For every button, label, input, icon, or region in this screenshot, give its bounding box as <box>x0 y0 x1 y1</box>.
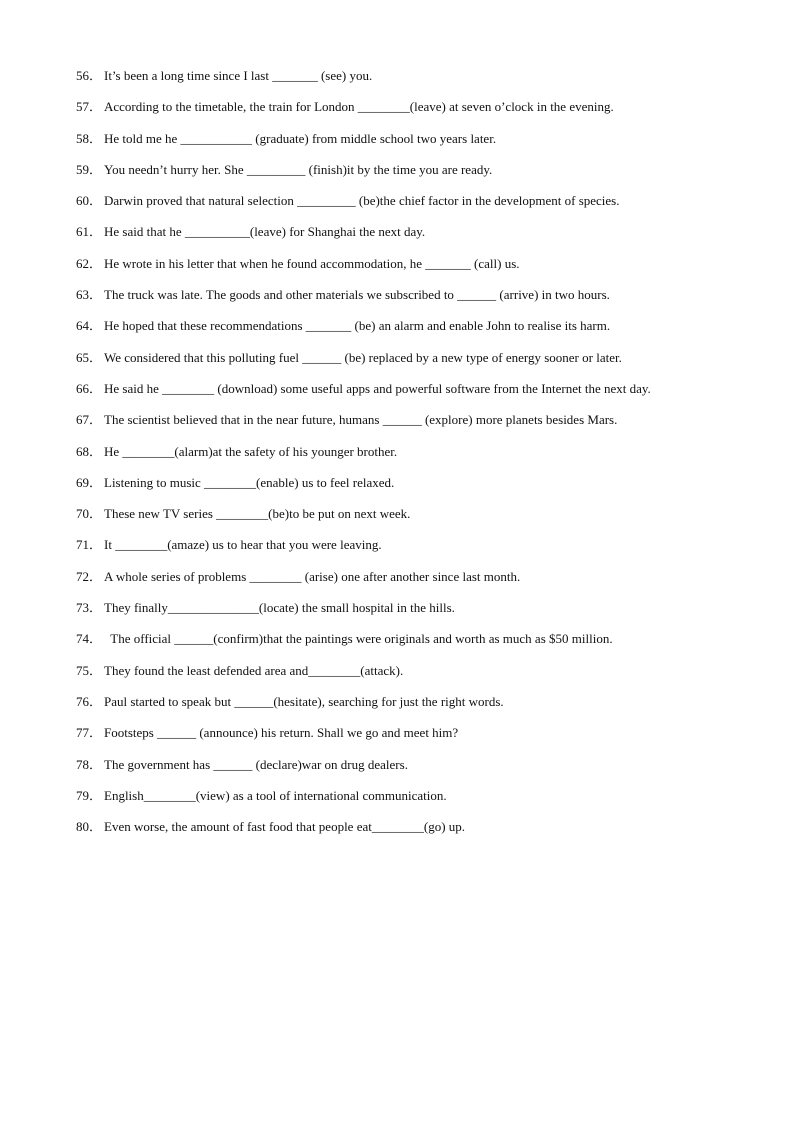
question-number: 67． <box>76 412 103 428</box>
question-67 <box>76 410 776 441</box>
question-78 <box>76 755 776 786</box>
question-text: They found the least defended area and________(attack). <box>104 662 404 678</box>
question-71 <box>76 535 776 566</box>
question-number: 61． <box>76 224 103 240</box>
question-number: 64． <box>76 318 103 334</box>
question-number: 60． <box>76 193 103 209</box>
question-76 <box>76 692 776 723</box>
question-57 <box>76 97 776 128</box>
question-text: The official ______(confirm)that the paintings were originals and worth as much as $50 million. <box>104 631 613 647</box>
question-60 <box>76 191 776 222</box>
question-59 <box>76 160 776 191</box>
question-number: 75． <box>76 662 103 678</box>
question-number: 65． <box>76 349 103 365</box>
question-number: 80． <box>76 819 103 835</box>
question-64 <box>76 316 776 347</box>
question-text: Even worse, the amount of fast food that people eat________(go) up. <box>104 819 466 835</box>
question-77 <box>76 723 776 754</box>
question-text: He ________(alarm)at the safety of his younger brother. <box>104 443 398 459</box>
question-text: The scientist believed that in the near future, humans ______ (explore) more planets besides Mars. <box>104 412 618 428</box>
question-69 <box>76 473 776 504</box>
question-text: It ________(amaze) us to hear that you were leaving. <box>104 537 382 553</box>
question-number: 74． <box>76 631 103 647</box>
question-text: The government has ______ (declare)war on drug dealers. <box>104 756 408 772</box>
question-text: He told me he ___________ (graduate) from middle school two years later. <box>104 130 497 146</box>
question-text: These new TV series ________(be)to be put on next week. <box>104 506 411 522</box>
question-text: He said that he __________(leave) for Shanghai the next day. <box>104 224 426 240</box>
question-62 <box>76 254 776 285</box>
question-text: They finally______________(locate) the small hospital in the hills. <box>104 600 455 616</box>
question-text: He said he ________ (download) some useful apps and powerful software from the Internet the next day. <box>104 380 651 396</box>
question-56 <box>76 66 776 97</box>
question-65 <box>76 348 776 379</box>
question-number: 79． <box>76 787 103 803</box>
question-73 <box>76 598 776 629</box>
question-79 <box>76 786 776 817</box>
question-number: 62． <box>76 255 103 271</box>
question-number: 59． <box>76 161 103 177</box>
question-66 <box>76 379 776 410</box>
question-number: 77． <box>76 725 103 741</box>
question-text: Listening to music ________(enable) us to feel relaxed. <box>104 474 395 490</box>
question-80 <box>76 817 776 848</box>
question-text: Paul started to speak but ______(hesitate), searching for just the right words. <box>104 693 504 709</box>
question-text: Footsteps ______ (announce) his return. Shall we go and meet him? <box>104 725 459 741</box>
question-number: 76． <box>76 693 103 709</box>
question-number: 71． <box>76 537 103 553</box>
question-number: 68． <box>76 443 103 459</box>
question-number: 63． <box>76 287 103 303</box>
question-75 <box>76 661 776 692</box>
question-number: 66． <box>76 380 103 396</box>
question-number: 56． <box>76 68 103 83</box>
question-number: 58． <box>76 130 103 146</box>
question-number: 69． <box>76 474 103 490</box>
question-74 <box>76 629 776 660</box>
question-number: 57． <box>76 99 103 115</box>
question-list <box>76 66 776 848</box>
question-text: We considered that this polluting fuel ______ (be) replaced by a new type of energy sooner or later. <box>104 349 622 365</box>
question-72 <box>76 567 776 598</box>
question-text: It’s been a long time since I last _______ (see) you. <box>104 68 373 83</box>
question-70 <box>76 504 776 535</box>
question-number: 73． <box>76 600 103 616</box>
question-58 <box>76 129 776 160</box>
question-68 <box>76 442 776 473</box>
question-text: He hoped that these recommendations _______ (be) an alarm and enable John to realise its harm. <box>104 318 611 334</box>
question-63 <box>76 285 776 316</box>
question-text: You needn’t hurry her. She _________ (finish)it by the time you are ready. <box>104 161 493 177</box>
question-number: 72． <box>76 568 103 584</box>
question-61 <box>76 222 776 253</box>
question-text: Darwin proved that natural selection _________ (be)the chief factor in the development of species. <box>104 193 620 209</box>
question-text: English________(view) as a tool of international communication. <box>104 787 447 803</box>
question-text: The truck was late. The goods and other materials we subscribed to ______ (arrive) in two hours. <box>104 287 610 303</box>
question-number: 70． <box>76 506 103 522</box>
question-text: He wrote in his letter that when he found accommodation, he _______ (call) us. <box>104 255 520 271</box>
question-number: 78． <box>76 756 103 772</box>
question-text: According to the timetable, the train for London ________(leave) at seven o’clock in the evening. <box>104 99 614 115</box>
question-text: A whole series of problems ________ (arise) one after another since last month. <box>104 568 521 584</box>
